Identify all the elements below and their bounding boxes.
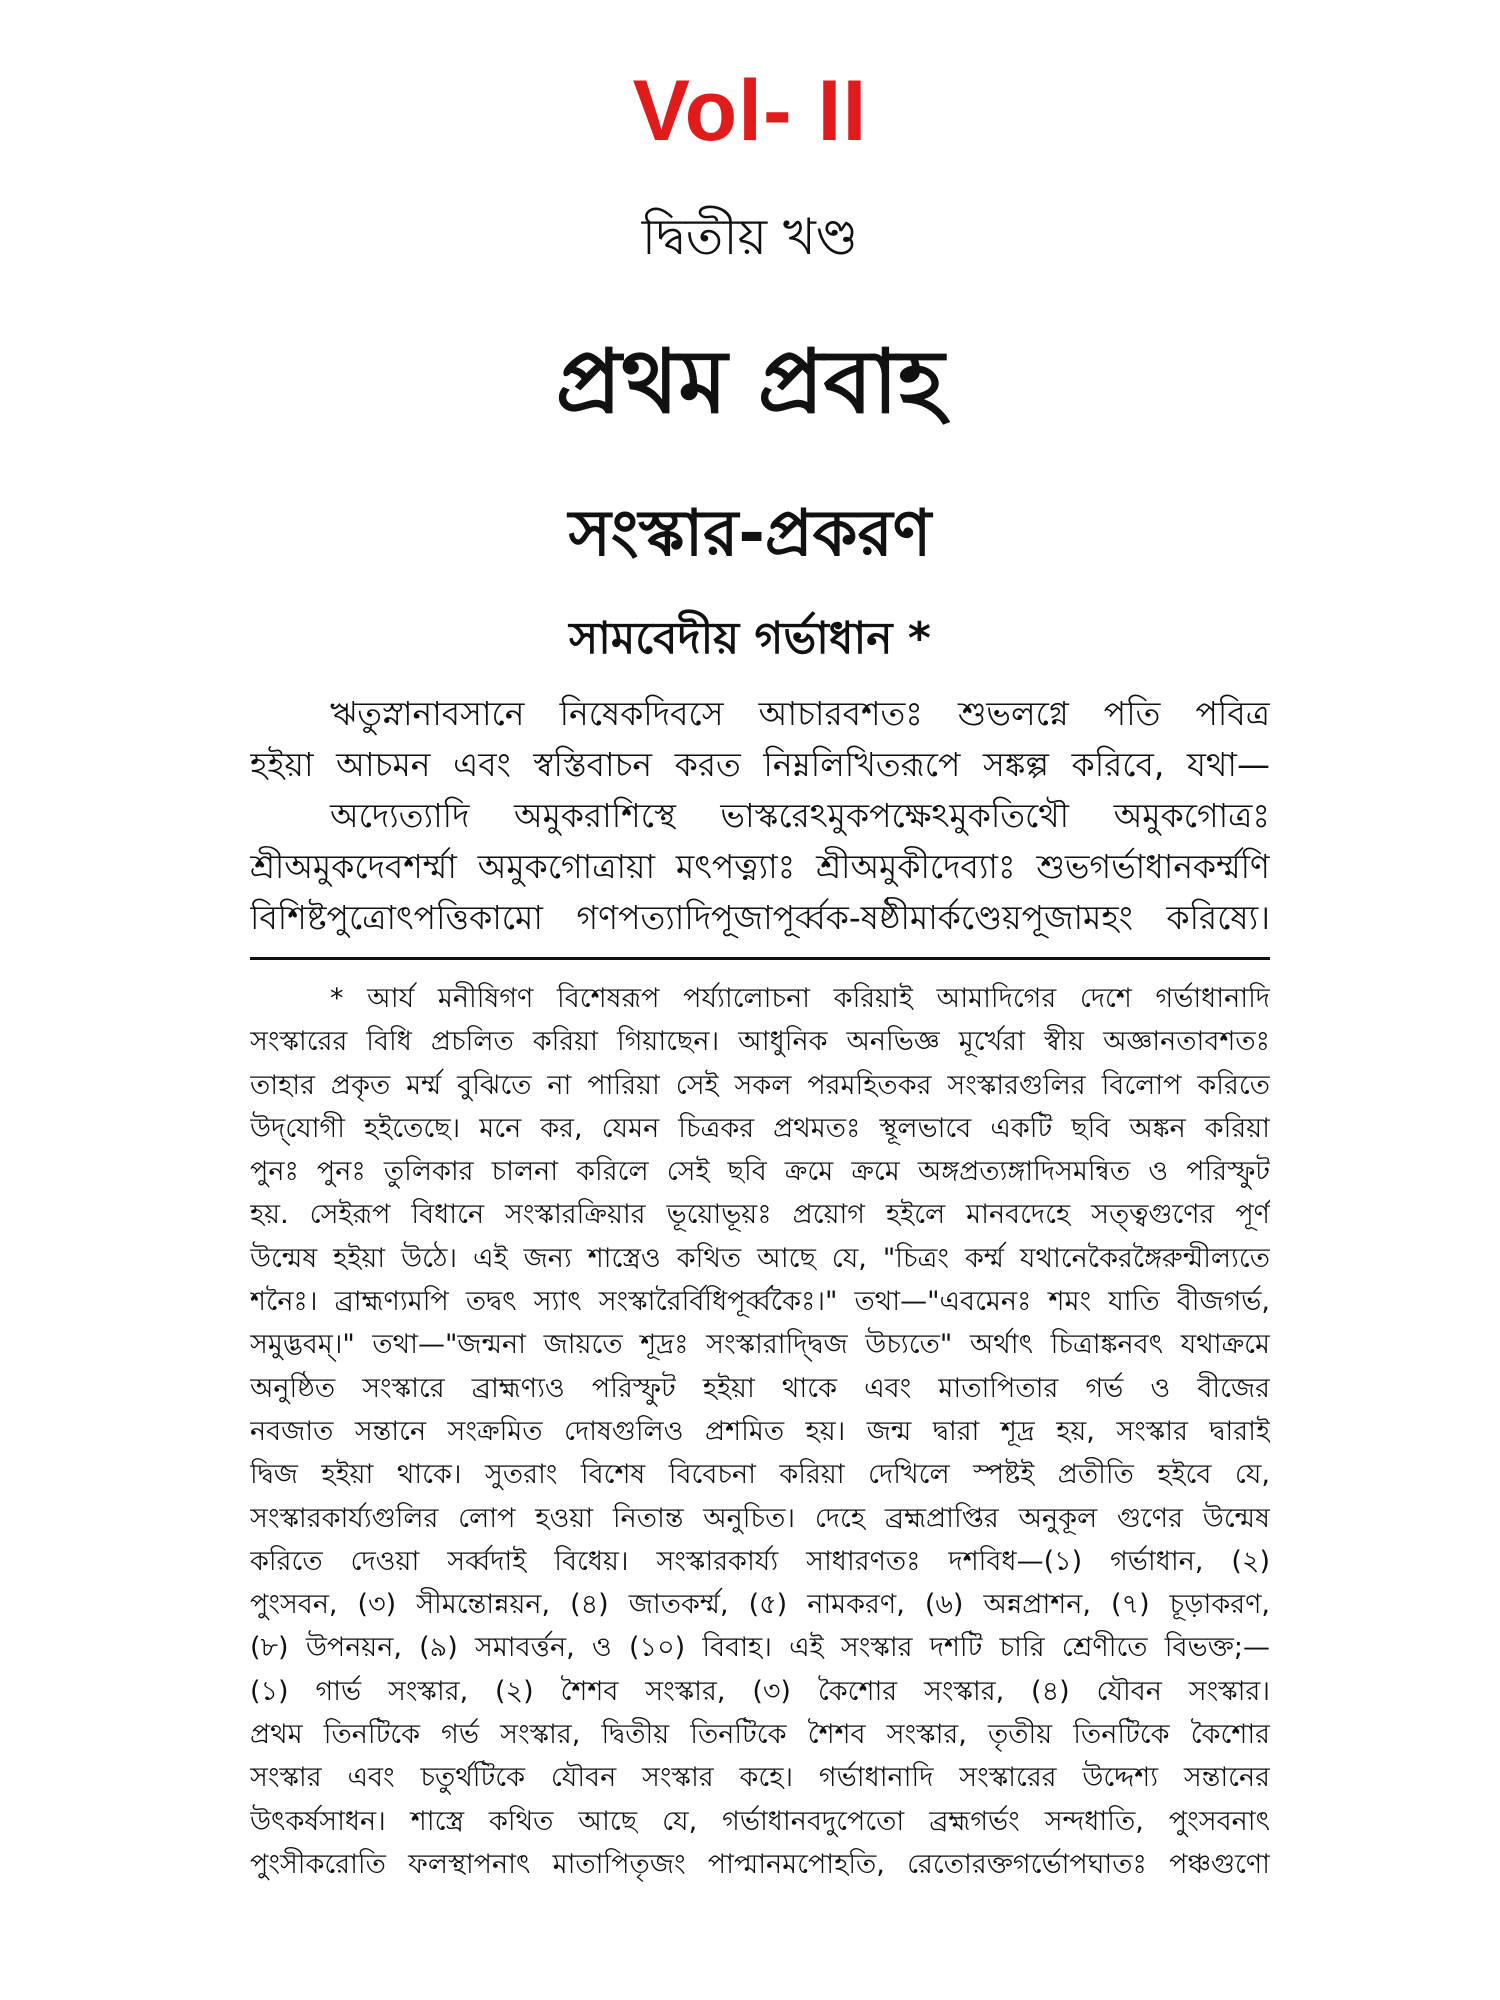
footnote-line: প্রথম তিনটিকে গর্ভ সংস্কার, দ্বিতীয় তিনটিকে শৈশব সংস্কার, তৃতীয় তিনটিকে কৈশোর xyxy=(250,1719,1270,1751)
paragraph-line: ঋতুস্নানাবসানে নিষেকদিবসে আচারবশতঃ শুভলগ্নে পতি পবিত্র xyxy=(330,694,1270,733)
footnote-line: করিতে দেওয়া সর্ব্বদাই বিধেয়। সংস্কারকার্য্য সাধারণতঃ দশবিধ—(১) গর্ভাধান, (২) xyxy=(250,1545,1270,1577)
chapter-title: প্রথম প্রবাহ xyxy=(555,330,945,433)
footnote-line: (১) গার্ভ সংস্কার, (২) শৈশব সংস্কার, (৩) কৈশোর সংস্কার, (৪) যৌবন সংস্কার। xyxy=(250,1675,1270,1707)
paragraph-line: বিশিষ্টপুত্রোৎপত্তিকামো গণপত্যাদিপূজাপূর্ব্বক-ষষ্ঠীমার্কণ্ডেয়পূজামহং করিষ্যে। xyxy=(250,898,1270,937)
volume-label: Vol- II xyxy=(632,63,868,159)
footnote-line: পুংসবন, (৩) সীমন্তোন্নয়ন, (৪) জাতকর্ম্ম, (৫) নামকরণ, (৬) অন্নপ্রাশন, (৭) চূড়াকরণ, xyxy=(250,1589,1270,1621)
footnote-divider xyxy=(250,957,1270,960)
paragraph-line: শ্রীঅমুকদেবশর্ম্মা অমুকগোত্রায়া মৎপত্ন্যাঃ শ্রীঅমুকীদেব্যাঃ শুভগর্ভাধানকর্ম্মণি xyxy=(250,847,1270,886)
part-title: দ্বিতীয় খণ্ড xyxy=(641,208,859,266)
paragraph-line: অদ্যেত্যাদি অমুকরাশিস্থে ভাস্করেঽমুকপক্ষেঽমুকতিথৌ অমুকগোত্রঃ xyxy=(330,796,1270,835)
subsection-heading: সামবেদীয় গর্ভাধান * xyxy=(569,613,931,664)
section-title: সংস্কার-প্রকরণ xyxy=(568,497,932,571)
footnote-line: (৮) উপনয়ন, (৯) সমাবর্ত্তন, ও (১০) বিবাহ। এই সংস্কার দশটি চারি শ্রেণীতে বিভক্ত;— xyxy=(250,1632,1270,1664)
footnote-line: শনৈঃ। ব্রাহ্মণ্যমপি তদ্বৎ স্যাৎ সংস্কারৈর্বিধিপূর্ব্বকৈঃ।" তথা—"এবমেনঃ শমং যাতি বীজগর্ভ, xyxy=(250,1286,1270,1318)
footnote-line: পুনঃ পুনঃ তুলিকার চালনা করিলে সেই ছবি ক্রমে ক্রমে অঙ্গপ্রত্যঙ্গাদিসমন্বিত ও পরিস্ফুট xyxy=(250,1156,1270,1188)
footnote-line: দ্বিজ হইয়া থাকে। সুতরাং বিশেষ বিবেচনা করিয়া দেখিলে স্পষ্টই প্রতীতি হইবে যে, xyxy=(250,1459,1270,1491)
footnote-line: সমুদ্ভবম্।" তথা—"জন্মনা জায়তে শূদ্রঃ সংস্কারাদ্দ্বিজ উচ্যতে" অর্থাৎ চিত্রাঙ্কনবৎ যথাক্রমে xyxy=(250,1329,1270,1361)
footnote-line: হয়. সেইরূপ বিধানে সংস্কারক্রিয়ার ভূয়োভূয়ঃ প্রয়োগ হইলে মানবদেহে সত্ত্বগুণের পূর্ণ xyxy=(250,1199,1270,1231)
footnote-line: নবজাত সন্তানে সংক্রমিত দোষগুলিও প্রশমিত হয়। জন্ম দ্বারা শূদ্র হয়, সংস্কার দ্বারাই xyxy=(250,1415,1270,1447)
footnote-line: সংস্কারের বিধি প্রচলিত করিয়া গিয়াছেন। আধুনিক অনভিজ্ঞ মূর্খেরা স্বীয় অজ্ঞানতাবশতঃ xyxy=(250,1026,1270,1058)
main-paragraph xyxy=(250,688,1270,943)
footnote-line: তাহার প্রকৃত মর্ম্ম বুঝিতে না পারিয়া সেই সকল পরমহিতকর সংস্কারগুলির বিলোপ করিতে xyxy=(250,1069,1270,1101)
footnote-line: সংস্কারকার্য্যগুলির লোপ হওয়া নিতান্ত অনুচিত। দেহে ব্রহ্মপ্রাপ্তির অনুকূল গুণের উন্মেষ xyxy=(250,1502,1270,1534)
footnote-line: উৎকর্ষসাধন। শাস্ত্রে কথিত আছে যে, গর্ভাধানবদুপেতো ব্রহ্মগর্ভং সন্দধাতি, পুংসবনাৎ xyxy=(250,1805,1270,1837)
footnote-line: উদ্‌যোগী হইতেছে। মনে কর, যেমন চিত্রকর প্রথমতঃ স্থূলভাবে একটি ছবি অঙ্কন করিয়া xyxy=(250,1112,1270,1144)
footnote-line: সংস্কার এবং চতুর্থটিকে যৌবন সংস্কার কহে। গর্ভাধানাদি সংস্কারের উদ্দেশ্য সন্তানের xyxy=(250,1762,1270,1794)
footnote-line: অনুষ্ঠিত সংস্কারে ব্রাহ্মণ্যও পরিস্ফুট হইয়া থাকে এবং মাতাপিতার গর্ভ ও বীজের xyxy=(250,1372,1270,1404)
footnote xyxy=(250,977,1270,1886)
footnote-line: পুংসীকরোতি ফলস্থাপনাৎ মাতাপিতৃজং পাপ্মানমপোহতি, রেতোরক্তগর্ভোপঘাতঃ পঞ্চগুণো xyxy=(250,1848,1270,1880)
paragraph-line: হইয়া আচমন এবং স্বস্তিবাচন করত নিম্নলিখিতরূপে সঙ্কল্প করিবে, যথা— xyxy=(250,745,1270,784)
footnote-line: উন্মেষ হইয়া উঠে। এই জন্য শাস্ত্রেও কথিত আছে যে, "চিত্রং কর্ম্ম যথানেকৈরঙ্গৈরুন্মীল্যতে xyxy=(250,1242,1270,1274)
footnote-line: * আর্য মনীষিগণ বিশেষরূপ পর্য্যালোচনা করিয়াই আমাদিগের দেশে গর্ভাধানাদি xyxy=(330,983,1270,1014)
